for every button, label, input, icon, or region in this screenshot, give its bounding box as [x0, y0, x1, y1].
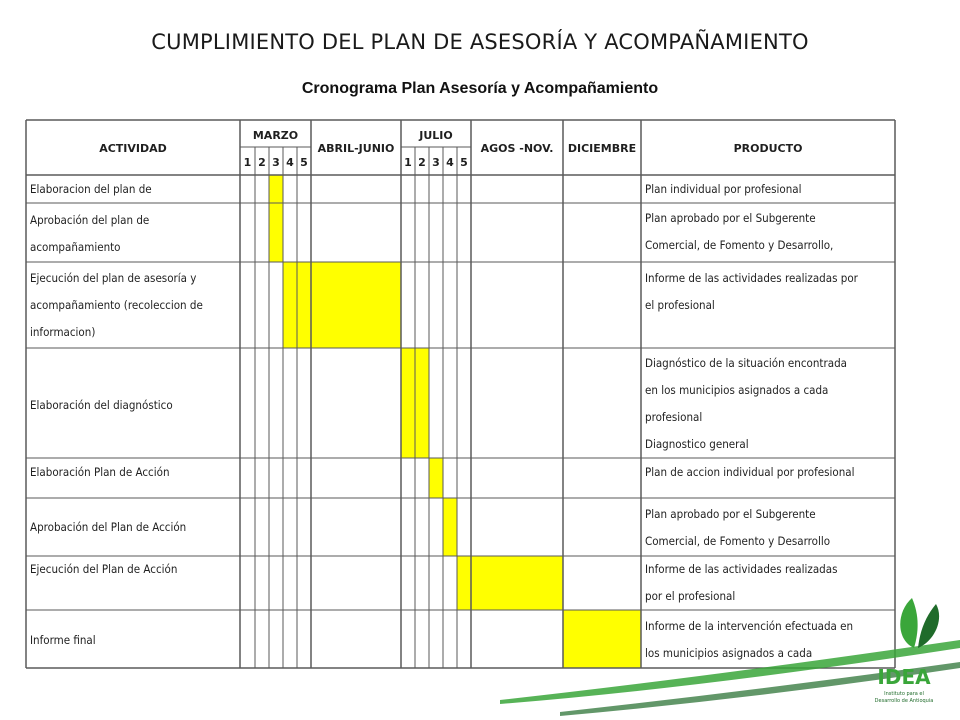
schedule-cells: [269, 175, 641, 668]
table-text: [30, 129, 859, 660]
header-agos-nov: AGOS -NOV.: [480, 142, 554, 155]
marzo-week-2: 2: [258, 156, 266, 169]
idea-logo-tagline: Desarrollo de Antioquia: [874, 698, 934, 704]
actividad-text: Ejecución del Plan de Acción: [30, 562, 178, 576]
idea-logo-text: IDEA: [877, 665, 931, 689]
producto-text: Diagnóstico de la situación encontrada: [645, 356, 847, 370]
producto-text: Plan individual por profesional: [645, 182, 802, 196]
actividad-text: Elaboración Plan de Acción: [30, 465, 170, 479]
schedule-cell-marzo_3: [269, 175, 283, 203]
julio-week-4: 4: [446, 156, 454, 169]
producto-text: Informe de las actividades realizadas: [645, 562, 838, 576]
marzo-week-1: 1: [243, 156, 252, 169]
producto-text: los municipios asignados a cada: [645, 646, 813, 660]
producto-text: Informe de la intervención efectuada en: [645, 619, 854, 633]
actividad-text: Informe final: [30, 633, 96, 647]
actividad-text: Ejecución del plan de asesoría y: [30, 271, 197, 285]
actividad-text: informacion): [30, 325, 96, 339]
producto-text: el profesional: [645, 298, 715, 312]
schedule-cell-julio_1: [401, 348, 415, 458]
producto-text: por el profesional: [645, 589, 736, 603]
slide-subtitle: Cronograma Plan Asesoría y Acompañamiento: [301, 80, 659, 97]
producto-text: Plan de accion individual por profesional: [645, 465, 855, 479]
schedule-cell-diciembre: [563, 610, 641, 668]
schedule-cell-marzo_4: [283, 262, 297, 348]
schedule-cell-abril_junio: [311, 262, 401, 348]
julio-week-5: 5: [460, 156, 468, 169]
julio-week-1: 1: [404, 156, 412, 169]
producto-text: profesional: [645, 410, 703, 424]
schedule-cell-julio_4: [443, 498, 457, 556]
actividad-text: Aprobación del plan de: [30, 213, 150, 227]
actividad-text: Elaboracion del plan de: [30, 182, 152, 196]
header-julio: JULIO: [419, 129, 453, 142]
producto-text: Comercial, de Fomento y Desarrollo: [645, 534, 831, 548]
leaf-icon: [900, 598, 917, 648]
producto-text: Informe de las actividades realizadas por: [645, 271, 858, 285]
actividad-text: acompañamiento: [30, 240, 121, 254]
marzo-week-4: 4: [286, 156, 294, 169]
header-actividad: ACTIVIDAD: [99, 142, 167, 155]
header-diciembre: DICIEMBRE: [567, 142, 637, 155]
header-producto: PRODUCTO: [733, 142, 803, 155]
schedule-cell-marzo_5: [297, 262, 311, 348]
actividad-text: acompañamiento (recoleccion de: [30, 298, 203, 312]
schedule-cell-julio_3: [429, 458, 443, 498]
producto-text: Plan aprobado por el Subgerente: [645, 507, 816, 521]
marzo-week-5: 5: [300, 156, 308, 169]
actividad-text: Elaboración del diagnóstico: [30, 398, 173, 412]
producto-text: Comercial, de Fomento y Desarrollo,: [645, 238, 834, 252]
marzo-week-3: 3: [272, 156, 280, 169]
idea-logo-tagline: Instituto para el: [884, 691, 924, 697]
slide-title: CUMPLIMIENTO DEL PLAN DE ASESORÍA Y ACOMPAÑAMIENTO: [151, 30, 809, 54]
schedule-cell-julio_2: [415, 348, 429, 458]
producto-text: Plan aprobado por el Subgerente: [645, 211, 816, 225]
header-abril-junio: ABRIL-JUNIO: [317, 142, 395, 155]
producto-text: en los municipios asignados a cada: [645, 383, 829, 397]
schedule-cell-agos_nov: [471, 556, 563, 610]
actividad-text: Aprobación del Plan de Acción: [30, 520, 187, 534]
schedule-cell-julio_5: [457, 556, 471, 610]
producto-text: Diagnostico general: [645, 437, 749, 451]
header-marzo: MARZO: [252, 129, 299, 142]
julio-week-2: 2: [418, 156, 426, 169]
julio-week-3: 3: [432, 156, 440, 169]
leaf-icon: [918, 604, 939, 648]
schedule-cell-marzo_3: [269, 203, 283, 262]
